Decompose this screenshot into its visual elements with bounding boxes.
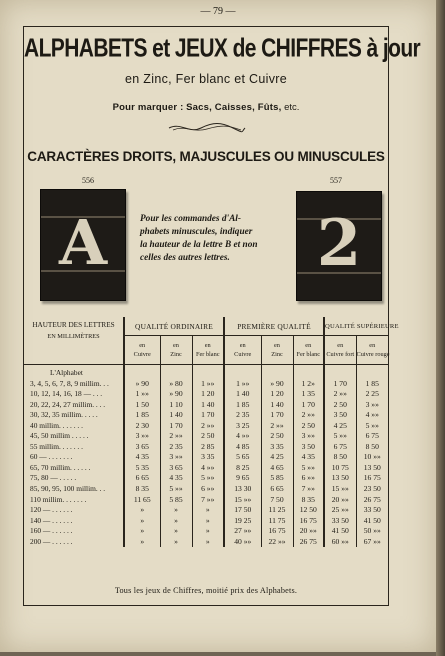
row-height-label: 55 millim. . . . . . . <box>30 441 83 451</box>
price-cell: 25 »» <box>324 505 356 516</box>
price-cell: 1 40 <box>261 400 293 411</box>
price-cell: 33 50 <box>356 505 388 516</box>
price-cell: 1 »» <box>124 389 160 400</box>
column-header: en Cuivre fort <box>324 336 356 365</box>
price-cell: 26 75 <box>356 495 388 506</box>
price-cell: 10 75 <box>324 463 356 474</box>
price-cell: 5 »» <box>324 431 356 442</box>
price-cell: 41 50 <box>324 526 356 537</box>
price-cell: 6 65 <box>124 473 160 484</box>
price-cell: 2 85 <box>192 442 224 453</box>
price-cell: 40 »» <box>224 537 261 548</box>
group-header-ordinaire: QUALITÉ ORDINAIRE <box>124 317 224 336</box>
price-cell: 8 35 <box>293 495 324 506</box>
price-cell: 9 65 <box>224 473 261 484</box>
price-cell: 3 50 <box>293 442 324 453</box>
order-note <box>140 213 290 265</box>
height-column-header: HAUTEUR DES LETTRES EN MILLIMÈTRES <box>24 317 124 365</box>
price-cell: 3 »» <box>160 452 192 463</box>
price-cell: » <box>124 516 160 527</box>
stencil-glyph-2: 2 <box>316 206 362 281</box>
price-cell: 2 30 <box>124 421 160 432</box>
price-cell: 5 »» <box>293 463 324 474</box>
price-cell: 1 40 <box>160 410 192 421</box>
price-cell: 3 »» <box>356 400 388 411</box>
price-cell: 1 70 <box>324 379 356 390</box>
price-cell: 67 »» <box>356 537 388 548</box>
price-cell: 50 »» <box>356 526 388 537</box>
price-cell: 20 »» <box>324 495 356 506</box>
row-height-label: 60 — . . . . . . . <box>30 452 73 462</box>
row-height-label: 75, 80 — . . . . . <box>30 473 77 483</box>
price-cell: 4 35 <box>293 452 324 463</box>
stencil-glyph-a: A <box>58 206 108 279</box>
price-cell: » <box>124 526 160 537</box>
price-cell: 7 50 <box>261 495 293 506</box>
price-cell: 1 70 <box>261 410 293 421</box>
price-cell: 4 65 <box>261 463 293 474</box>
price-cell: 1 70 <box>192 410 224 421</box>
price-cell: 11 75 <box>261 516 293 527</box>
column-header: en Cuivre rouge <box>356 336 388 365</box>
stencil-plate-digit-2 <box>296 191 382 301</box>
marking-etc: etc. <box>284 102 300 113</box>
price-cell: 2 35 <box>224 410 261 421</box>
price-cell: 1 85 <box>124 410 160 421</box>
price-cell: 10 »» <box>356 452 388 463</box>
page-title: ALPHABETS et JEUX de CHIFFRES à jour <box>24 34 421 63</box>
column-header: en Zinc <box>261 336 293 365</box>
table-row <box>24 463 388 474</box>
price-cell: 3 65 <box>124 442 160 453</box>
row-height-label: 200 — . . . . . . <box>30 536 73 546</box>
row-height-label: 40 millim. . . . . . . <box>30 420 83 430</box>
price-cell: 17 50 <box>224 505 261 516</box>
price-cell: » <box>192 505 224 516</box>
price-cell: 1 20 <box>261 389 293 400</box>
price-cell: 6 65 <box>261 484 293 495</box>
group-header-premiere: PREMIÈRE QUALITÉ <box>224 317 324 336</box>
price-cell: 3 35 <box>261 442 293 453</box>
price-cell: 3 »» <box>293 431 324 442</box>
price-cell: 2 50 <box>261 431 293 442</box>
price-table-body <box>24 365 388 548</box>
price-cell: 4 25 <box>324 421 356 432</box>
price-cell: 8 35 <box>124 484 160 495</box>
price-cell: » <box>160 526 192 537</box>
price-cell: » <box>160 516 192 527</box>
price-cell: 4 85 <box>224 442 261 453</box>
note-line: celles des autres lettres. <box>140 253 230 263</box>
column-header: en Fer blanc <box>192 336 224 365</box>
table-row <box>24 484 388 495</box>
price-cell: 1 20 <box>192 389 224 400</box>
price-cell: 13 50 <box>356 463 388 474</box>
price-cell: 1 70 <box>160 421 192 432</box>
price-cell: 2 »» <box>192 421 224 432</box>
price-cell: 2 »» <box>324 389 356 400</box>
price-cell: 2 »» <box>160 431 192 442</box>
row-height-label: 120 — . . . . . . <box>30 505 73 515</box>
row-height-label: 65, 70 millim. . . . . . <box>30 462 91 472</box>
row-height-label: 3, 4, 5, 6, 7, 8, 9 millim. . . <box>30 378 109 388</box>
table-row <box>24 452 388 463</box>
price-cell: 6 75 <box>324 442 356 453</box>
table-row <box>24 410 388 421</box>
figure-number-556: 556 <box>82 176 94 185</box>
price-cell: 12 50 <box>293 505 324 516</box>
price-cell: 3 »» <box>124 431 160 442</box>
price-table <box>24 317 399 547</box>
price-cell: 8 25 <box>224 463 261 474</box>
price-cell: 7 »» <box>192 495 224 506</box>
page-subtitle: en Zinc, Fer blanc et Cuivre <box>125 72 287 86</box>
table-row <box>24 379 388 390</box>
row-caption: L'Alphabet <box>50 368 83 377</box>
price-cell: 1 50 <box>124 400 160 411</box>
table-row <box>24 495 388 506</box>
table-row <box>24 431 388 442</box>
price-cell: 15 »» <box>324 484 356 495</box>
row-height-label: 20, 22, 24, 27 millim. . . . <box>30 399 106 409</box>
table-caption-row <box>24 365 388 379</box>
table-row <box>24 526 388 537</box>
price-cell: 15 »» <box>224 495 261 506</box>
price-cell: » 90 <box>124 379 160 390</box>
price-cell: 60 »» <box>324 537 356 548</box>
price-cell: 11 25 <box>261 505 293 516</box>
price-cell: 33 50 <box>324 516 356 527</box>
figure-number-557: 557 <box>330 176 342 185</box>
flourish-ornament <box>167 122 247 134</box>
price-cell: 2 50 <box>192 431 224 442</box>
price-cell: 4 35 <box>124 452 160 463</box>
row-height-label: 30, 32, 35 millim. . . . . <box>30 410 98 420</box>
content-frame <box>23 26 421 606</box>
price-cell: 4 25 <box>261 452 293 463</box>
row-height-label: 10, 12, 14, 16, 18 — . . . <box>30 389 103 399</box>
price-cell: 1 »» <box>224 379 261 390</box>
marking-line <box>24 102 388 113</box>
price-cell: 2 »» <box>293 410 324 421</box>
price-cell: 4 »» <box>356 410 388 421</box>
price-cell: 19 25 <box>224 516 261 527</box>
price-cell: 8 50 <box>356 442 388 453</box>
table-row <box>24 516 388 527</box>
price-cell: 8 50 <box>324 452 356 463</box>
section-heading: CARACTÈRES DROITS, MAJUSCULES OU MINUSCULES <box>27 149 385 164</box>
price-cell: 1 40 <box>192 400 224 411</box>
stencil-plate-letter-a <box>40 189 126 301</box>
marking-label: Pour marquer : <box>112 102 184 113</box>
price-cell: » <box>192 526 224 537</box>
price-cell: 2 50 <box>324 400 356 411</box>
table-row <box>24 505 388 516</box>
price-cell: 5 85 <box>160 495 192 506</box>
page-number: — 79 — <box>200 6 236 17</box>
price-cell: 11 65 <box>124 495 160 506</box>
row-height-label: 160 — . . . . . . <box>30 526 73 536</box>
price-cell: 5 »» <box>356 421 388 432</box>
note-line: la hauteur de la lettre B et non <box>140 240 258 250</box>
note-line: phabets minuscules, indiquer <box>140 227 253 237</box>
price-cell: 5 85 <box>261 473 293 484</box>
price-cell: 5 »» <box>160 484 192 495</box>
row-height-label: 45, 50 millim . . . . . <box>30 431 89 441</box>
price-cell: 1 »» <box>192 379 224 390</box>
price-cell: 1 70 <box>293 400 324 411</box>
price-cell: 16 75 <box>293 516 324 527</box>
row-height-label: 110 millim. . . . . . . <box>30 494 87 504</box>
price-cell: 4 »» <box>192 463 224 474</box>
price-cell: 1 10 <box>160 400 192 411</box>
price-cell: 2 »» <box>261 421 293 432</box>
table-row <box>24 400 388 411</box>
price-cell: 4 »» <box>224 431 261 442</box>
price-cell: » 90 <box>261 379 293 390</box>
price-cell: 23 50 <box>356 484 388 495</box>
table-row <box>24 442 388 453</box>
price-cell: 1 85 <box>356 379 388 390</box>
price-cell: » <box>160 537 192 548</box>
price-cell: 7 »» <box>293 484 324 495</box>
price-cell: 5 35 <box>124 463 160 474</box>
price-cell: 6 »» <box>192 484 224 495</box>
price-cell: 26 75 <box>293 537 324 548</box>
price-cell: 2 25 <box>356 389 388 400</box>
price-cell: 22 »» <box>261 537 293 548</box>
price-cell: 20 »» <box>293 526 324 537</box>
price-cell: 1 35 <box>293 389 324 400</box>
price-cell: » <box>192 516 224 527</box>
price-cell: 16 75 <box>261 526 293 537</box>
price-cell: 5 65 <box>224 452 261 463</box>
table-row <box>24 473 388 484</box>
table-row <box>24 421 388 432</box>
price-cell: » 90 <box>160 389 192 400</box>
price-cell: 1 85 <box>224 400 261 411</box>
price-cell: » <box>160 505 192 516</box>
column-header: en Cuivre <box>224 336 261 365</box>
price-cell: 27 »» <box>224 526 261 537</box>
price-cell: 4 35 <box>160 473 192 484</box>
price-cell: 41 50 <box>356 516 388 527</box>
table-row <box>24 389 388 400</box>
row-height-label: 140 — . . . . . . <box>30 515 73 525</box>
price-cell: 3 65 <box>160 463 192 474</box>
price-cell: 1 40 <box>224 389 261 400</box>
page-edge <box>436 0 445 656</box>
price-cell: 3 35 <box>192 452 224 463</box>
marking-items: Sacs, Caisses, Fûts, <box>186 102 282 113</box>
price-cell: » 80 <box>160 379 192 390</box>
price-cell: 3 25 <box>224 421 261 432</box>
price-cell: 16 75 <box>356 473 388 484</box>
column-header: en Cuivre <box>124 336 160 365</box>
price-cell: 3 50 <box>324 410 356 421</box>
price-cell: 5 »» <box>192 473 224 484</box>
price-cell: 1 2» <box>293 379 324 390</box>
price-cell: 13 50 <box>324 473 356 484</box>
group-header-superieure: QUALITÉ SUPÉRIEURE <box>324 317 388 336</box>
price-cell: 2 35 <box>160 442 192 453</box>
price-cell: 2 50 <box>293 421 324 432</box>
price-cell: » <box>124 505 160 516</box>
column-header: en Zinc <box>160 336 192 365</box>
footer-note: Tous les jeux de Chiffres, moitié prix des Alphabets. <box>114 586 298 595</box>
row-height-label: 85, 90, 95, 100 millim. . . <box>30 484 106 494</box>
price-cell: 13 30 <box>224 484 261 495</box>
table-row <box>24 537 388 548</box>
price-cell: » <box>192 537 224 548</box>
column-header: en Fer blanc <box>293 336 324 365</box>
note-line: Pour les commandes d'Al- <box>140 214 241 224</box>
price-cell: 6 »» <box>293 473 324 484</box>
price-cell: » <box>124 537 160 548</box>
price-cell: 6 75 <box>356 431 388 442</box>
